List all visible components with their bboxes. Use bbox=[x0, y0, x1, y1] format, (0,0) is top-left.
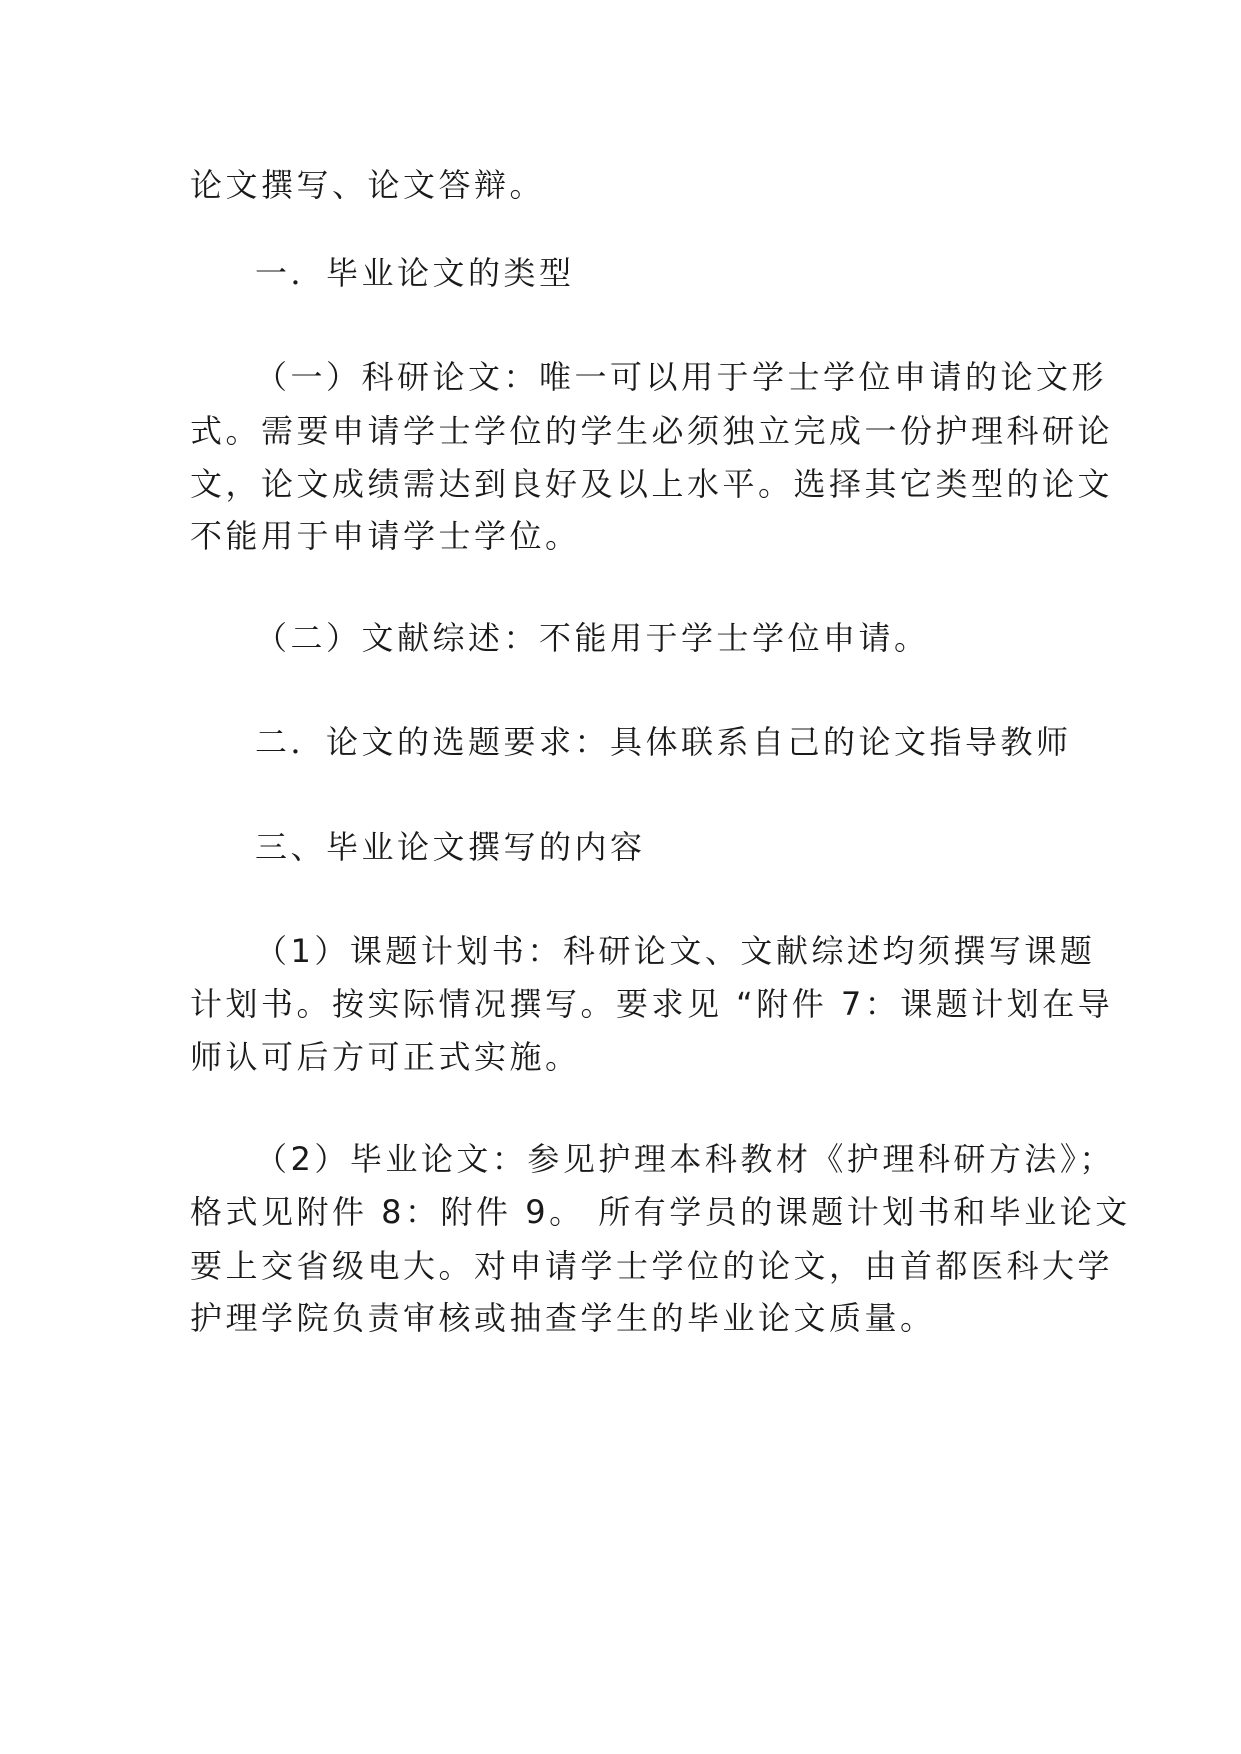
paragraph-line: （一）科研论文：唯一可以用于学士学位申请的论文形 bbox=[255, 358, 1108, 396]
paragraph-line: 文，论文成绩需达到良好及以上水平。选择其它类型的论文 bbox=[190, 465, 1114, 503]
paragraph-line: 格式见附件 8：附件 9。 所有学员的课题计划书和毕业论文 bbox=[190, 1193, 1131, 1231]
paragraph-line: 计划书。按实际情况撰写。要求见 “附件 7：课题计划在导 bbox=[190, 985, 1114, 1023]
paragraph-line: 式。需要申请学士学位的学生必须独立完成一份护理科研论 bbox=[190, 412, 1114, 450]
paragraph-line: （二）文献综述：不能用于学士学位申请。 bbox=[255, 619, 930, 657]
paragraph-line: （1）课题计划书：科研论文、文献综述均须撰写课题 bbox=[255, 932, 1096, 970]
section-heading-3: 三、毕业论文撰写的内容 bbox=[255, 828, 646, 866]
paragraph-line: 要上交省级电大。对申请学士学位的论文，由首都医科大学 bbox=[190, 1247, 1114, 1285]
paragraph-line: 师认可后方可正式实施。 bbox=[190, 1038, 581, 1076]
paragraph-line: 护理学院负责审核或抽查学生的毕业论文质量。 bbox=[190, 1299, 936, 1337]
paragraph-line: （2）毕业论文：参见护理本科教材《护理科研方法》； bbox=[255, 1140, 1115, 1178]
paragraph-continuation: 论文撰写、论文答辩。 bbox=[190, 166, 546, 204]
section-heading-1: 一．毕业论文的类型 bbox=[255, 254, 575, 292]
section-heading-2: 二．论文的选题要求：具体联系自己的论文指导教师 bbox=[255, 723, 1072, 761]
paragraph-line: 不能用于申请学士学位。 bbox=[190, 517, 581, 555]
